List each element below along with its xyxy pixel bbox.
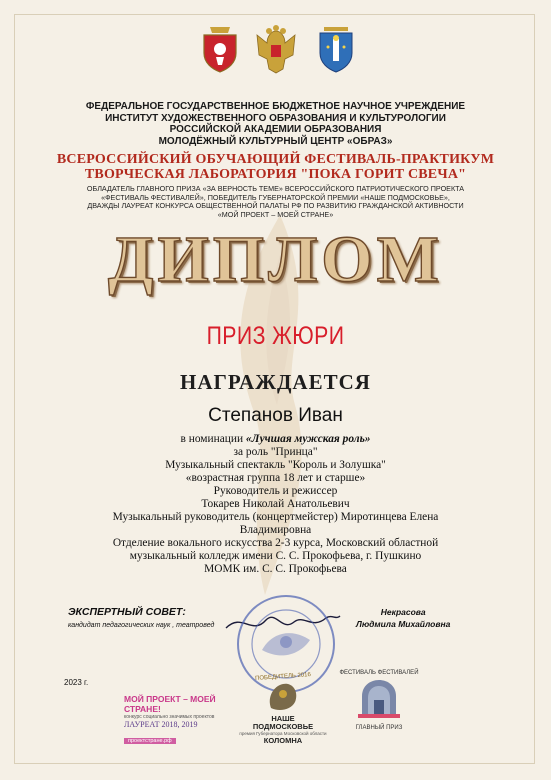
signer-name: Людмила Михайловна bbox=[356, 619, 451, 629]
music-director-line: Музыкальный руководитель (концертмейстер) Миротинцева Елена bbox=[112, 511, 439, 523]
podmoskovie-subtitle: премия Губернатора Московской области bbox=[239, 731, 327, 736]
kolomna-coat-of-arms-icon bbox=[318, 27, 354, 73]
nomination-prefix: в номинации bbox=[180, 433, 246, 445]
my-project-logo bbox=[124, 694, 224, 744]
nomination-value: «Лучшая мужская роль» bbox=[245, 433, 371, 445]
festival-line-2: ТВОРЧЕСКАЯ ЛАБОРАТОРИЯ "ПОКА ГОРИТ СВЕЧА" bbox=[84, 167, 467, 182]
festival-building-icon bbox=[354, 676, 404, 720]
awards-line-2: «ФЕСТИВАЛЬ ФЕСТИВАЛЕЙ», ПОБЕДИТЕЛЬ ГУБЕРНАТОРСКОЙ ПРЕМИИ «НАШЕ ПОДМОСКОВЬЕ», bbox=[101, 192, 450, 202]
signer-block bbox=[356, 606, 450, 630]
fest-logo-top: ФЕСТИВАЛЬ ФЕСТИВАЛЕЙ bbox=[339, 670, 419, 676]
project-logo-laureate: ЛАУРЕАТ 2018, 2019 bbox=[124, 720, 198, 729]
header-line-3: РОССИЙСКОЙ АКАДЕМИИ ОБРАЗОВАНИЯ bbox=[169, 124, 382, 135]
prize-title: ПРИЗ ЖЮРИ bbox=[206, 322, 345, 350]
russian-coat-of-arms-icon bbox=[253, 25, 299, 75]
festival-line-1: ВСЕРОССИЙСКИЙ ОБУЧАЮЩИЙ ФЕСТИВАЛЬ-ПРАКТИКУМ bbox=[56, 152, 495, 167]
recipient-name: Степанов Иван bbox=[208, 405, 343, 426]
awarded-label: НАГРАЖДАЕТСЯ bbox=[180, 370, 371, 394]
expert-council-title: ЭКСПЕРТНЫЙ СОВЕТ: bbox=[68, 606, 186, 618]
nomination-line bbox=[0, 433, 551, 446]
header-line-1: ФЕДЕРАЛЬНОЕ ГОСУДАРСТВЕННОЕ БЮДЖЕТНОЕ НАУЧНОЕ УЧРЕЖДЕНИЕ bbox=[85, 101, 466, 112]
winner-2016-label: ПОБЕДИТЕЛЬ 2016 bbox=[254, 672, 312, 682]
header-line-4: МОЛОДЁЖНЫЙ КУЛЬТУРНЫЙ ЦЕНТР «ОБРАЗ» bbox=[158, 135, 393, 147]
project-logo-title: МОЙ ПРОЕКТ – МОЕЙ СТРАНЕ! bbox=[124, 694, 216, 714]
podmoskovie-emblem-icon bbox=[263, 680, 303, 710]
podmoskovie-line-1: НАШЕ bbox=[271, 714, 295, 723]
fest-logo-bottom: ГЛАВНЫЙ ПРИЗ bbox=[355, 725, 403, 731]
department-line-3: МОМК им. С. С. Прокофьева bbox=[204, 563, 347, 575]
institution-header bbox=[0, 101, 551, 147]
signer-surname: Некрасова bbox=[380, 607, 426, 617]
header-line-2: ИНСТИТУТ ХУДОЖЕСТВЕННОГО ОБРАЗОВАНИЯ И КУЛЬТУРОЛОГИИ bbox=[105, 112, 446, 124]
nashe-podmoskovie-logo bbox=[228, 674, 338, 754]
year-label: 2023 г. bbox=[64, 678, 89, 687]
moscow-oblast-coat-of-arms-icon bbox=[200, 27, 240, 73]
award-details bbox=[0, 433, 551, 576]
festival-title bbox=[0, 152, 551, 182]
awards-line-1: ОБЛАДАТЕЛЬ ГЛАВНОГО ПРИЗА «ЗА ВЕРНОСТЬ ТЕМЕ» ВСЕРОССИЙСКОГО ПАТРИОТИЧЕСКОГО ПРОЕКТА bbox=[86, 184, 465, 193]
awards-block bbox=[0, 185, 551, 219]
podmoskovie-line-2: ПОДМОСКОВЬЕ bbox=[252, 722, 314, 731]
department-line-2: музыкальный колледж имени С. С. Прокофьева, г. Пушкино bbox=[129, 550, 422, 562]
director-name-line: Токарев Николай Анатольевич bbox=[201, 498, 350, 510]
project-logo-subtitle: конкурс социально значимых проектов bbox=[124, 714, 215, 720]
expert-council-subtitle: кандидат педагогических наук , театровед bbox=[68, 622, 215, 629]
project-logo-site: проектстране.рф bbox=[124, 738, 176, 744]
music-director-patronymic: Владимировна bbox=[239, 524, 312, 536]
age-group-line: «возрастная группа 18 лет и старше» bbox=[185, 472, 366, 484]
festival-of-festivals-logo bbox=[338, 670, 420, 744]
podmoskovie-city: КОЛОМНА bbox=[263, 736, 303, 745]
department-line-1: Отделение вокального искусства 2-3 курса, Московский областной bbox=[112, 537, 439, 549]
director-title-line: Руководитель и режиссер bbox=[213, 485, 338, 497]
awards-line-4: «МОЙ ПРОЕКТ – МОЕЙ СТРАНЕ» bbox=[217, 209, 334, 219]
performance-line: Музыкальный спектакль "Король и Золушка" bbox=[165, 459, 386, 471]
awards-line-3: ДВАЖДЫ ЛАУРЕАТ КОНКУРСА ОБЩЕСТВЕННОЙ ПАЛАТЫ РФ ПО РАЗВИТИЮ ГРАЖДАНСКОЙ АКТИВНОСТИ bbox=[87, 201, 464, 211]
diploma-title: ДИПЛОМ bbox=[108, 223, 443, 296]
prize-wrap bbox=[0, 322, 551, 351]
role-line: за роль "Принца" bbox=[233, 446, 318, 458]
